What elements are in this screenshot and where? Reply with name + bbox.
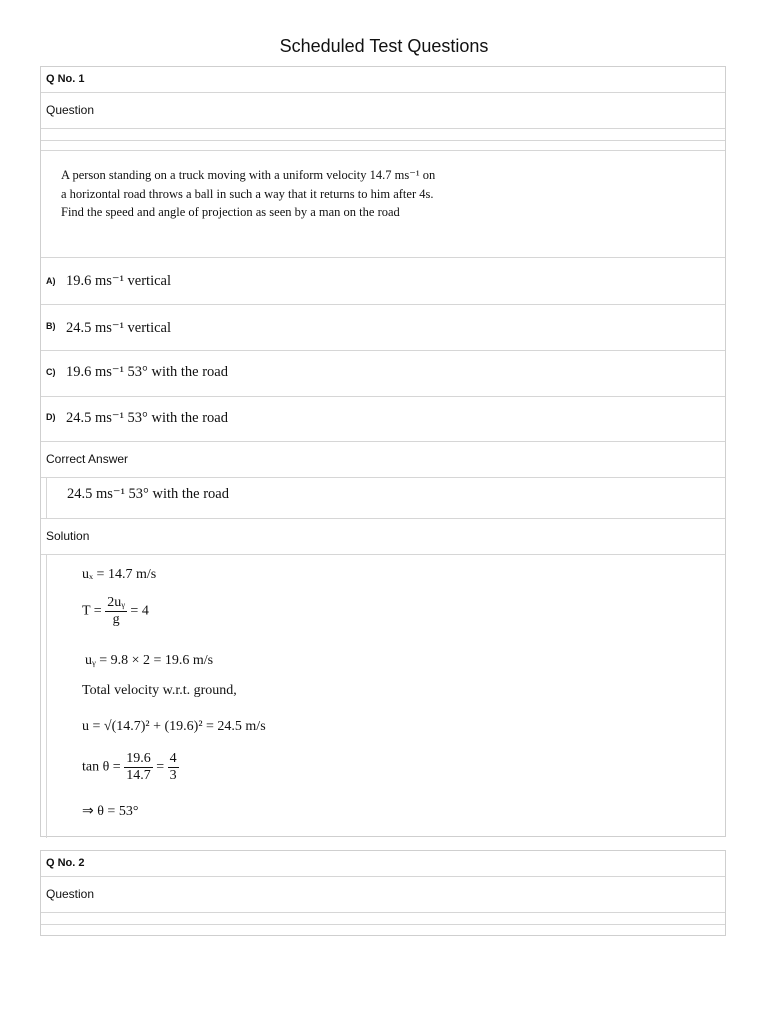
question-label-row — [41, 93, 725, 129]
fraction-denominator: g — [112, 612, 120, 627]
option-c-row[interactable] — [41, 351, 725, 397]
solution-line-2-lhs: T = — [82, 603, 102, 619]
correct-answer-text: 24.5 ms⁻¹ 53° with the road — [67, 486, 229, 502]
correct-answer-label: Correct Answer — [46, 452, 129, 466]
solution-row — [41, 555, 725, 838]
question-card-1 — [40, 66, 726, 837]
solution-line-5: u = √(14.7)² + (19.6)² = 24.5 m/s — [82, 719, 266, 734]
option-b-text: 24.5 ms⁻¹ vertical — [66, 320, 172, 336]
solution-fraction-result — [168, 751, 179, 784]
option-d-text: 24.5 ms⁻¹ 53° with the road — [66, 410, 228, 426]
spacer-row — [41, 141, 725, 151]
question-number-row — [41, 67, 725, 93]
option-b-letter: B) — [46, 321, 56, 331]
option-c-text: 19.6 ms⁻¹ 53° with the road — [66, 364, 228, 380]
solution-line-7: ⇒ θ = 53° — [82, 804, 139, 819]
correct-answer-row — [41, 478, 725, 519]
question-label: Question — [46, 887, 95, 901]
solution-line-4: Total velocity w.r.t. ground, — [82, 683, 237, 698]
solution-line-6-lhs: tan θ = — [82, 759, 121, 775]
correct-answer-box — [46, 478, 725, 518]
solution-line-2-rhs: = 4 — [130, 603, 149, 619]
spacer-row — [41, 925, 725, 935]
fraction-numerator: 2uᵧ — [107, 595, 125, 610]
correct-answer-label-row — [41, 442, 725, 478]
spacer-row — [41, 913, 725, 925]
question-text-row — [41, 151, 725, 258]
fraction-denominator: 14.7 — [126, 768, 151, 783]
solution-line-1: uₓ = 14.7 m/s — [82, 567, 157, 582]
fraction-numerator: 19.6 — [126, 751, 151, 766]
solution-label-row — [41, 519, 725, 555]
question-text: A person standing on a truck moving with a uniform velocity 14.7 ms⁻¹ on a horizontal road throws a ball in such a way that it returns to him after 4s. Find the speed and angle of projection as seen by a man on the road — [61, 168, 436, 219]
page-title: Scheduled Test Questions — [279, 36, 489, 56]
question-label-row — [41, 877, 725, 913]
option-d-row[interactable] — [41, 397, 725, 442]
question-number-row — [41, 851, 725, 877]
solution-box — [46, 555, 725, 838]
fraction-denominator: 3 — [169, 768, 177, 783]
solution-label: Solution — [46, 529, 90, 543]
solution-line-6 — [82, 751, 179, 784]
option-b-row[interactable] — [41, 305, 725, 351]
option-a-text: 19.6 ms⁻¹ vertical — [66, 273, 172, 289]
option-a-letter: A) — [46, 276, 56, 286]
question-card-2 — [40, 850, 726, 936]
option-a-row[interactable] — [41, 258, 725, 305]
equals-sign: = — [156, 759, 165, 775]
option-c-letter: C) — [46, 367, 56, 377]
spacer-row — [41, 129, 725, 141]
solution-line-3: uᵧ = 9.8 × 2 = 19.6 m/s — [85, 653, 214, 668]
question-number: Q No. 1 — [46, 73, 85, 85]
solution-fraction-t — [105, 595, 127, 628]
solution-fraction-tan — [124, 751, 153, 784]
question-label: Question — [46, 103, 95, 117]
solution-line-2 — [82, 595, 149, 628]
option-d-letter: D) — [46, 412, 56, 422]
fraction-numerator: 4 — [169, 751, 177, 766]
question-number: Q No. 2 — [46, 857, 85, 869]
